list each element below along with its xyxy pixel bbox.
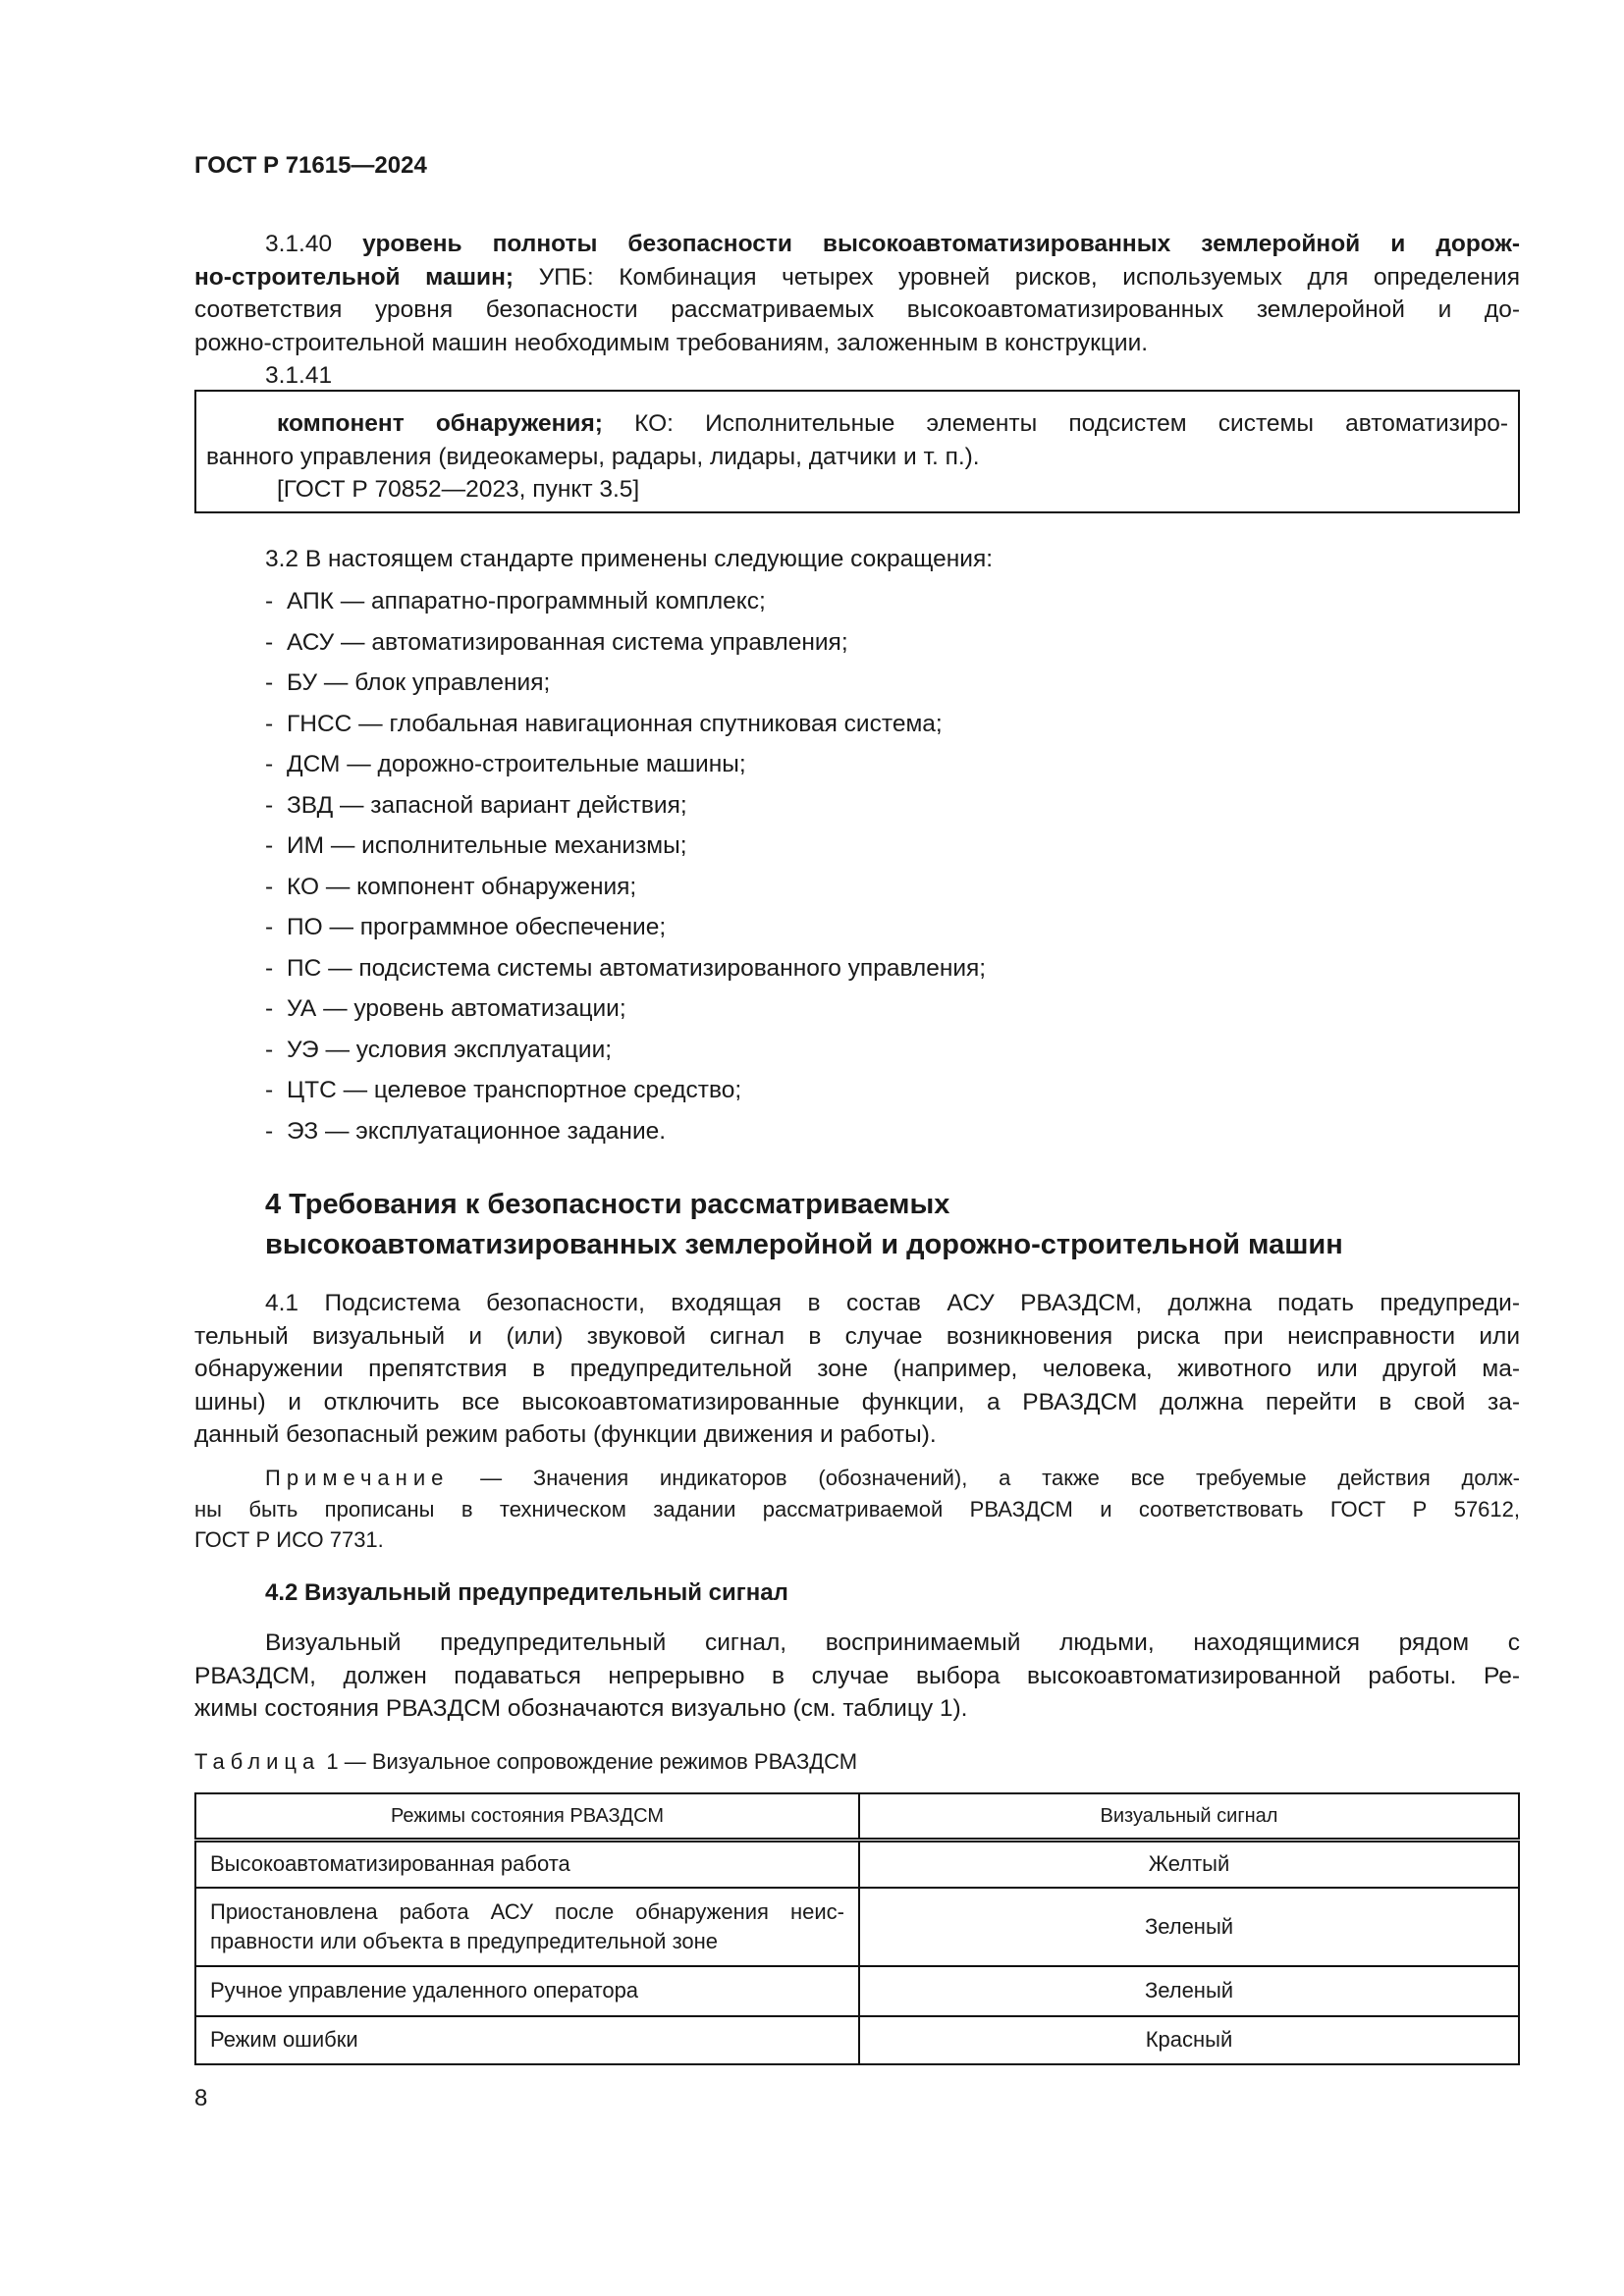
list-dash: -	[265, 873, 274, 900]
table-row	[195, 1888, 1519, 1966]
definition-3-1-40	[194, 228, 1520, 393]
mode-cell: Высокоавтоматизированная работа	[195, 1841, 859, 1888]
mode-cell: Режим ошибки	[195, 2016, 859, 2064]
column-header: Визуальный сигнал	[859, 1793, 1519, 1841]
list-dash: -	[265, 954, 274, 982]
list-item-text: ЗВД — запасной вариант действия;	[287, 791, 687, 819]
definition-line: ванного управления (видеокамеры, радары, лидары, датчики и т. п.).	[206, 443, 980, 470]
list-item	[265, 744, 1591, 785]
signal-cell: Зеленый	[859, 1966, 1519, 2016]
definition-3-1-41-box	[194, 390, 1520, 513]
list-item-text: ЦТС — целевое транспортное средство;	[287, 1077, 742, 1103]
clause-number: 3.1.41	[265, 362, 333, 389]
list-item-text: УА — уровень автоматизации;	[287, 995, 626, 1022]
list-item-text: ПО — программное обеспечение;	[287, 914, 667, 940]
paragraph-line: данный безопасный режим работы (функции движения и работы).	[194, 1421, 937, 1448]
source-reference: [ГОСТ Р 70852—2023, пункт 3.5]	[277, 476, 640, 503]
paragraph-line: 4.1 Подсистема безопасности, входящая в состав АСУ РВАЗДСМ, должна подать предупреди-	[265, 1290, 1520, 1316]
paragraph-4-2	[194, 1627, 1520, 1726]
list-item-text: ЭЗ — эксплуатационное задание.	[287, 1117, 667, 1145]
definition-line	[194, 261, 1520, 294]
paragraph-line: обнаружении препятствия в предупредительной зоне (например, человека, животного или другой ма-	[194, 1356, 1520, 1382]
list-item	[265, 785, 1591, 827]
list-item-text: УЭ — условия эксплуатации;	[287, 1036, 613, 1063]
list-item	[265, 704, 1591, 745]
abbreviations-intro	[194, 543, 1520, 576]
intro-text: 3.2 В настоящем стандарте применены следующие сокращения:	[265, 546, 994, 572]
list-item	[265, 988, 1591, 1030]
definition-text: УПБ: Комбинация четырех уровней рисков, используемых для определения	[514, 263, 1520, 291]
paragraph-line: жимы состояния РВАЗДСМ обозначаются визуально (см. таблицу 1).	[194, 1695, 968, 1722]
clause-number: 3.1.40	[265, 231, 363, 257]
list-item-text: АПК — аппаратно-программный комплекс;	[287, 588, 766, 614]
table-header-row	[195, 1793, 1519, 1841]
section-4-title	[265, 1185, 1522, 1265]
caption-text: 1 — Визуальное сопровождение режимов РВАЗДСМ	[320, 1749, 858, 1774]
list-item	[265, 1030, 1591, 1071]
list-item	[265, 826, 1591, 867]
list-dash: -	[265, 588, 274, 614]
note-label: Примечание	[265, 1466, 450, 1490]
paragraph-line: тельный визуальный и (или) звуковой сигнал в случае возникновения риска при неисправности или	[194, 1322, 1520, 1350]
title-line: 4 Требования к безопасности рассматриваемых	[265, 1189, 950, 1220]
list-dash: -	[265, 710, 274, 737]
table-row	[195, 1966, 1519, 2016]
term: компонент обнаружения;	[277, 410, 603, 437]
cell-line: правности или объекта в предупредительной зоне	[210, 1928, 719, 1953]
list-item-text: ПС — подсистема системы автоматизированного управления;	[287, 954, 987, 982]
definition-line	[206, 407, 1508, 441]
note-line: ГОСТ Р ИСО 7731.	[194, 1527, 384, 1552]
list-item	[265, 622, 1591, 664]
list-item-text: КО — компонент обнаружения;	[287, 873, 637, 900]
list-dash: -	[265, 751, 274, 777]
list-item	[265, 663, 1591, 704]
list-dash: -	[265, 832, 274, 859]
table-1	[194, 1792, 1520, 2065]
list-dash: -	[265, 1117, 274, 1145]
list-dash: -	[265, 1077, 274, 1103]
list-dash: -	[265, 995, 274, 1022]
paragraph-line: шины) и отключить все высокоавтоматизированные функции, а РВАЗДСМ должна перейти в свой за-	[194, 1388, 1520, 1415]
paragraph-line: РВАЗДСМ, должен подаваться непрерывно в случае выбора высокоавтоматизированной работы. Ре-	[194, 1662, 1520, 1689]
caption-label: Таблица	[194, 1749, 321, 1774]
title-line: высокоавтоматизированных землеройной и дорожно-строительной машин	[265, 1229, 1343, 1260]
cell-line: Приостановлена работа АСУ после обнаружения неис-	[210, 1898, 844, 1924]
list-item-text: ГНСС — глобальная навигационная спутниковая система;	[287, 710, 943, 737]
paragraph-line: Визуальный предупредительный сигнал, воспринимаемый людьми, находящимися рядом с	[265, 1629, 1520, 1656]
mode-cell	[195, 1888, 859, 1966]
list-item	[265, 948, 1591, 989]
list-item-text: АСУ — автоматизированная система управления;	[287, 628, 848, 656]
paragraph-4-1	[194, 1287, 1520, 1452]
signal-cell: Желтый	[859, 1841, 1519, 1888]
section-4-2-title: 4.2 Визуальный предупредительный сигнал	[265, 1579, 788, 1606]
note-line	[194, 1463, 1520, 1494]
list-item-text: ИМ — исполнительные механизмы;	[287, 832, 687, 859]
column-header: Режимы состояния РВАЗДСМ	[195, 1793, 859, 1841]
list-dash: -	[265, 1036, 274, 1063]
table-row	[195, 2016, 1519, 2064]
list-item	[265, 907, 1591, 948]
list-item	[265, 1070, 1591, 1111]
list-item	[265, 581, 1591, 622]
table-row	[195, 1841, 1519, 1888]
list-item-text: ДСМ — дорожно-строительные машины;	[287, 751, 746, 777]
definition-line: рожно-строительной машин необходимым требованиям, заложенным в конструкции.	[194, 329, 1149, 356]
definition-line: соответствия уровня безопасности рассматриваемых высокоавтоматизированных землеройной и до-	[194, 296, 1520, 323]
abbreviations-list	[265, 581, 1591, 1151]
note-text: — Значения индикаторов (обозначений), а также все требуемые действия долж-	[449, 1466, 1520, 1490]
definition-text: КО: Исполнительные элементы подсистем системы автоматизиро-	[602, 410, 1508, 437]
document-header: ГОСТ Р 71615—2024	[194, 152, 427, 179]
table-caption	[194, 1749, 1520, 1775]
list-dash: -	[265, 628, 274, 656]
list-dash: -	[265, 914, 274, 940]
list-item-text: БУ — блок управления;	[287, 669, 551, 696]
definition-line	[194, 228, 1520, 261]
page-number: 8	[194, 2085, 208, 2111]
term: уровень полноты безопасности высокоавтоматизированных землеройной и дорож-	[362, 231, 1520, 257]
signal-cell: Зеленый	[859, 1888, 1519, 1966]
list-item	[265, 1111, 1591, 1152]
list-item	[265, 867, 1591, 908]
note-line: ны быть прописаны в техническом задании рассматриваемой РВАЗДСМ и соответствовать ГОСТ Р 57612,	[194, 1496, 1520, 1522]
signal-cell: Красный	[859, 2016, 1519, 2064]
mode-cell: Ручное управление удаленного оператора	[195, 1966, 859, 2016]
term: но-строительной машин;	[194, 263, 514, 291]
note	[194, 1463, 1520, 1556]
list-dash: -	[265, 669, 274, 696]
list-dash: -	[265, 791, 274, 819]
